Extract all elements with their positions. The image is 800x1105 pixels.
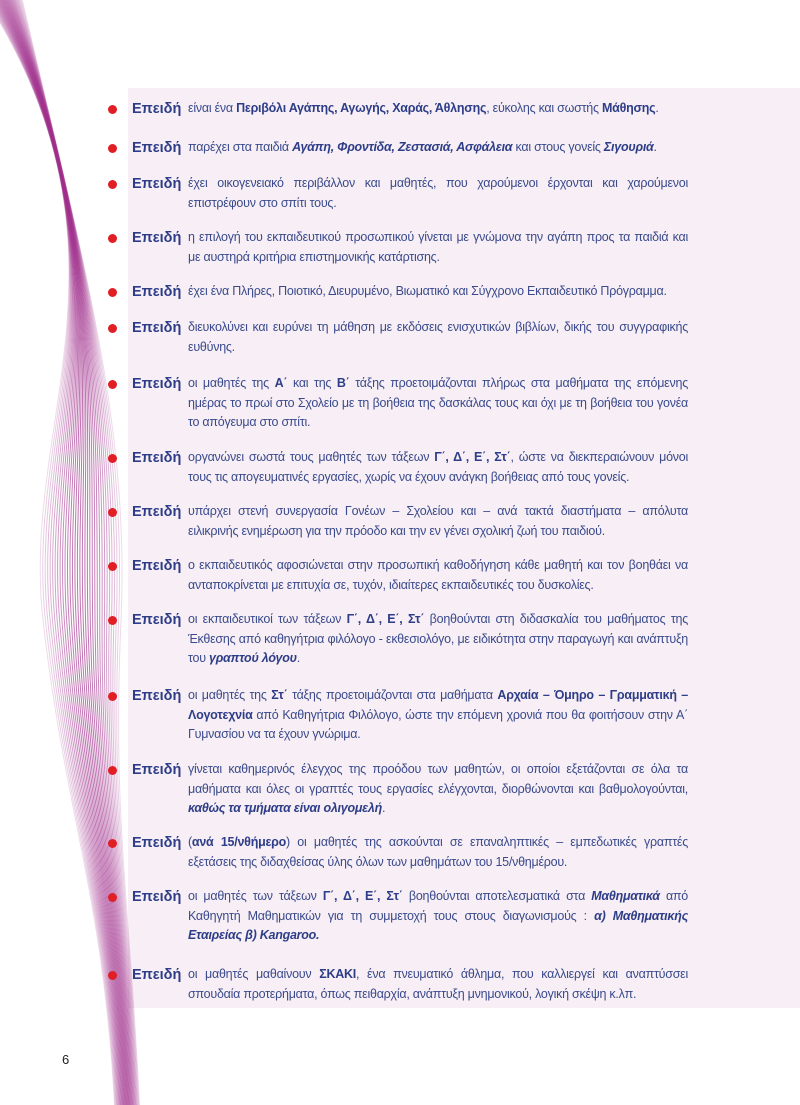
item-text-segment: είναι ένα (188, 101, 237, 115)
item-text-segment: Μαθηματικά (591, 889, 660, 903)
item-text-segment: Γ΄, Δ΄, Ε΄, Στ΄ (346, 612, 425, 626)
item-text-segment: ( (188, 835, 192, 849)
item-text-segment: γραπτού λόγου (209, 651, 297, 665)
item-text (188, 282, 688, 302)
item-keyword: Επειδή (132, 450, 182, 466)
item-keyword: Επειδή (132, 688, 182, 704)
bullet-icon (108, 288, 117, 297)
item-text-segment: από Καθηγητή Μαθηματικών για τη συμμετοχή τους στους διαγωνισμούς : (188, 889, 688, 923)
item-text-segment: από Καθηγήτρια Φιλόλογο, ώστε την επόμενη χρονιά που θα φοιτήσουν στην Α΄ Γυμνασίου να τα έχουν γνώριμα. (188, 707, 688, 741)
item-text-segment: Σιγουριά (603, 140, 654, 154)
item-text (188, 760, 688, 819)
item-keyword: Επειδή (132, 284, 182, 300)
item-keyword: Επειδή (132, 504, 182, 520)
item-text (188, 318, 688, 357)
item-keyword: Επειδή (132, 320, 182, 336)
item-text (188, 374, 688, 433)
item-text-segment: ΣΚΑΚΙ (319, 967, 356, 981)
item-text (188, 174, 688, 213)
item-text-segment: ) οι μαθητές της ασκούνται σε επαναληπτικές – εμπεδωτικές γραπτές εξετάσεις της διδαχθείσας ύλης όλων των μαθημάτων του 15/νθημέρου. (188, 835, 688, 869)
item-text-segment: διευκολύνει και ευρύνει τη μάθηση με εκδόσεις ενισχυτικών βιβλίων, δικής του συγγραφικής ευθύνης. (188, 320, 688, 354)
bullet-icon (108, 144, 117, 153)
item-text-segment: , ώστε να διεκπεραιώνουν μόνοι τους τις απογευματινές εργασίες, χωρίς να έχουν ανάγκη βοήθειας από τους γονείς. (188, 450, 688, 484)
item-text-segment: υπάρχει στενή συνεργασία Γονέων – Σχολείου και – ανά τακτά διαστήματα – απόλυτα ειλικρινής ενημέρωση για την πρόοδο και την εν γένει σχολική ζωή του παιδιού. (188, 504, 688, 538)
item-text (188, 887, 688, 946)
item-keyword: Επειδή (132, 230, 182, 246)
bullet-icon (108, 616, 117, 625)
item-text-segment: Β΄ (336, 376, 350, 390)
item-text (188, 502, 688, 541)
item-keyword: Επειδή (132, 889, 182, 905)
item-text-segment: Αρχαία – Όμηρο – Γραμματική – Λογοτεχνία (188, 688, 688, 722)
item-text (188, 99, 688, 119)
item-keyword: Επειδή (132, 101, 182, 117)
item-text-segment: , εύκολης και σωστής (486, 101, 602, 115)
bullet-icon (108, 454, 117, 463)
item-text-segment: Γ΄, Δ΄, Ε΄, Στ΄ (434, 450, 511, 464)
item-text-segment: , ένα πνευματικό άθλημα, που καλλιεργεί και αναπτύσσει σπουδαία προτερήματα, όπως πειθαρχία, ανάπτυξη μνημονικού, λογική σκέψη κ.λπ. (188, 967, 689, 1001)
item-text-segment: έχει οικογενειακό περιβάλλον και μαθητές, που χαρούμενοι έρχονται και χαρούμενοι επιστρέφουν στο σπίτι τους. (188, 176, 688, 210)
item-text-segment: . (296, 651, 300, 665)
page-number: 6 (62, 1052, 70, 1067)
item-text-segment: Στ΄ (271, 688, 288, 702)
item-text-segment: Μάθησης (601, 101, 656, 115)
item-text-segment: οι μαθητές της (188, 376, 275, 390)
item-text (188, 556, 688, 595)
item-text-segment: Γ΄, Δ΄, Ε΄, Στ΄ (322, 889, 403, 903)
item-text-segment: οργανώνει σωστά τους μαθητές των τάξεων (188, 450, 435, 464)
bullet-icon (108, 380, 117, 389)
bullet-icon (108, 839, 117, 848)
bullet-icon (108, 180, 117, 189)
item-text-segment: Α΄ (274, 376, 288, 390)
item-text-segment: έχει ένα Πλήρες, Ποιοτικό, Διευρυμένο, Βιωματικό και Σύγχρονο Εκπαιδευτικό Πρόγραμμα. (188, 284, 667, 298)
item-text-segment: α) Μαθηματικής Εταιρείας β) Kangaroo. (188, 908, 689, 942)
item-text-segment: ανά 15/νθήμερο (191, 835, 287, 849)
item-text (188, 228, 688, 267)
item-text-segment: καθώς τα τμήματα είναι ολιγομελή (188, 801, 382, 815)
item-text (188, 610, 688, 669)
item-text-segment: γίνεται καθημερινός έλεγχος της προόδου των μαθητών, οι οποίοι εξετάζονται σε όλα τα μαθήματα και όλες οι γραπτές τους εργασίες ελέγχονται, διορθώνονται και βαθμολογούνται, (188, 762, 688, 796)
item-text-segment: η επιλογή του εκπαιδευτικού προσωπικού γίνεται με γνώμονα την αγάπη προς τα παιδιά και με αυστηρά κριτήρια επιστημονικής κατάρτισης. (188, 230, 688, 264)
item-text (188, 965, 688, 1004)
item-text-segment: οι μαθητές των τάξεων (188, 889, 323, 903)
bullet-icon (108, 508, 117, 517)
item-text-segment: παρέχει στα παιδιά (188, 140, 293, 154)
item-keyword: Επειδή (132, 762, 182, 778)
item-text-segment: Αγάπη, Φροντίδα, Ζεστασιά, Ασφάλεια (292, 140, 513, 154)
bullet-icon (108, 893, 117, 902)
item-text-segment: . (655, 101, 659, 115)
bullet-icon (108, 692, 117, 701)
item-text-segment: οι μαθητές της (188, 688, 272, 702)
item-text (188, 686, 688, 745)
item-keyword: Επειδή (132, 835, 182, 851)
bullet-icon (108, 562, 117, 571)
item-text (188, 138, 688, 158)
item-text-segment: και στους γονείς (512, 140, 604, 154)
item-keyword: Επειδή (132, 558, 182, 574)
bullet-icon (108, 324, 117, 333)
item-text-segment: οι εκπαιδευτικοί των τάξεων (188, 612, 347, 626)
item-text-segment: βοηθούνται αποτελεσματικά στα (402, 889, 592, 903)
bullet-icon (108, 234, 117, 243)
item-text-segment: Περιβόλι Αγάπης, Αγωγής, Χαράς, Άθλησης (236, 101, 487, 115)
item-text-segment: ο εκπαιδευτικός αφοσιώνεται στην προσωπική καθοδήγηση κάθε μαθητή και τον βοηθάει να ανταποκρίνεται με επιτυχία σε, τυχόν, ιδιαίτερες εκπαιδευτικές του δυσκολίες. (188, 558, 688, 592)
bullet-icon (108, 766, 117, 775)
item-text-segment: και της (287, 376, 337, 390)
item-text (188, 448, 688, 487)
bullet-icon (108, 971, 117, 980)
item-text-segment: . (653, 140, 657, 154)
item-keyword: Επειδή (132, 967, 182, 983)
item-keyword: Επειδή (132, 612, 182, 628)
item-keyword: Επειδή (132, 140, 182, 156)
item-keyword: Επειδή (132, 376, 182, 392)
item-text (188, 833, 688, 872)
bullet-icon (108, 105, 117, 114)
item-text-segment: τάξης προετοιμάζονται πλήρως στα μαθήματα της επόμενης ημέρας το πρωί στο Σχολείο με τη βοήθεια της δασκάλας τους και όχι με τη βοήθεια του γονέα το απόγευμα στο σπίτι. (188, 376, 688, 429)
item-text-segment: τάξης προετοιμάζονται στα μαθήματα (287, 688, 498, 702)
item-text-segment: . (381, 801, 386, 815)
item-text-segment: οι μαθητές μαθαίνουν (188, 967, 320, 981)
item-text-segment: βοηθούνται στη διδασκαλία του μαθήματος της Έκθεσης από καθηγήτρια φιλόλογο - εκθεσιολόγο, με ειδικότητα στην παραγωγή και ανάπτυξη του (188, 612, 688, 665)
item-keyword: Επειδή (132, 176, 182, 192)
